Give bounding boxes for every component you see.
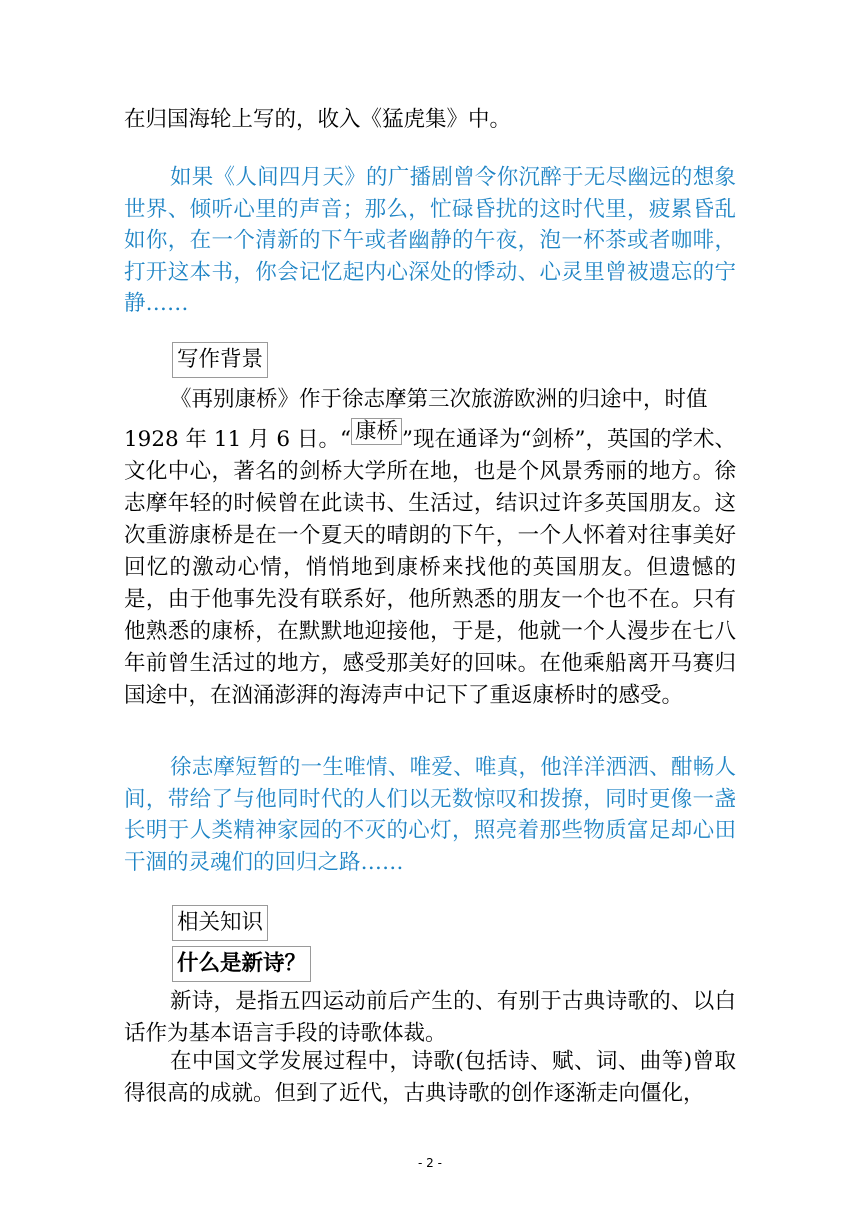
heading-writing-background: 写作背景 <box>172 342 268 378</box>
paragraph-intro-end: 在归国海轮上写的，收入《猛虎集》中。 <box>124 107 512 132</box>
paragraph-new-poetry-definition: 新诗，是指五四运动前后产生的、有别于古典诗歌的、以白话作为基本语言手段的诗歌体裁。 <box>124 989 736 1046</box>
paragraph-background-date: 1928 年 11 月 6 日。“ <box>124 427 351 452</box>
paragraph-background-line1: 《再别康桥》作于徐志摩第三次旅游欧洲的归途中，时值 <box>170 387 708 412</box>
heading-related-knowledge: 相关知识 <box>172 905 268 941</box>
paragraph-blue-promo: 如果《人间四月天》的广播剧曾令你沉醉于无尽幽远的想象世界、倾听心里的声音；那么，忙碌昏扰的这时代里，疲累昏乱如你，在一个清新的下午或者幽静的午夜，泡一杯茶或者咖啡，打开这本书，你会记忆起内心深处的悸动、心灵里曾被遗忘的宁静…… <box>124 165 736 316</box>
page-number: - 2 - <box>418 1156 442 1170</box>
paragraph-blue-xuzhimo: 徐志摩短暂的一生唯情、唯爱、唯真，他洋洋洒洒、酣畅人间，带给了与他同时代的人们以无数惊叹和拨撩，同时更像一盏长明于人类精神家园的不灭的心灯，照亮着那些物质富足却心田干涸的灵魂们的回归之路…… <box>124 755 736 875</box>
paragraph-background-body <box>124 419 736 712</box>
paragraph-poetry-history: 在中国文学发展过程中，诗歌(包括诗、赋、词、曲等)曾取得很高的成就。但到了近代，古典诗歌的创作逐渐走向僵化， <box>124 1049 736 1106</box>
heading-what-is-new-poetry: 什么是新诗？ <box>172 946 311 982</box>
boxed-term-kangqiao: 康桥 <box>351 418 402 445</box>
paragraph-background-rest: ”现在通译为“剑桥”，英国的学术、文化中心，著名的剑桥大学所在地，也是个风景秀丽的地方。徐志摩年轻的时候曾在此读书、生活过，结识过许多英国朋友。这次重游康桥是在一个夏天的晴朗的下午，一个人怀着对往事美好回忆的激动心情，悄悄地到康桥来找他的英国朋友。但遗憾的是，由于他事先没有联系好，他所熟悉的朋友一个也不在。只有他熟悉的康桥，在默默地迎接他，于是，他就一个人漫步在七八年前曾生活过的地方，感受那美好的回味。在他乘船离开马赛归国途中，在汹涌澎湃的海涛声中记下了重返康桥时的感受。 <box>124 427 736 708</box>
